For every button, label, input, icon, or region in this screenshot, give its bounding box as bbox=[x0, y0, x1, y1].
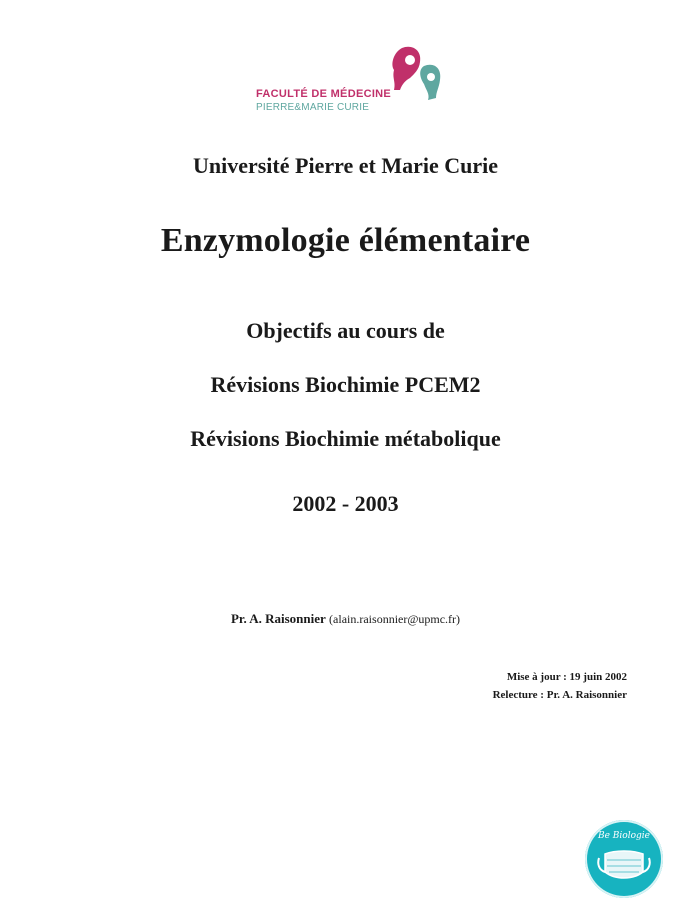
review-credit: Relecture : Pr. A. Raisonnier bbox=[492, 689, 627, 701]
university-name: Université Pierre et Marie Curie bbox=[192, 153, 498, 178]
subtitle-line-3: Révisions Biochimie métabolique bbox=[190, 426, 501, 451]
subtitle-line-2: Révisions Biochimie PCEM2 bbox=[210, 372, 481, 397]
badge-text: Be Biologie bbox=[598, 831, 650, 841]
author-line bbox=[0, 611, 691, 627]
academic-year: 2002 - 2003 bbox=[292, 491, 399, 516]
watermark-badge bbox=[585, 820, 663, 898]
document-title: Enzymologie élémentaire bbox=[160, 222, 531, 259]
logo-line-university: PIERRE&MARIE CURIE bbox=[256, 102, 370, 113]
logo-line-faculty: FACULTÉ DE MÉDECINE bbox=[256, 88, 392, 100]
subtitle-line-1: Objectifs au cours de bbox=[246, 318, 445, 343]
faculty-logo bbox=[252, 44, 462, 120]
faculty-portrait-icon bbox=[384, 44, 454, 108]
author-name: Pr. A. Raisonnier bbox=[230, 611, 326, 626]
update-date: Mise à jour : 19 juin 2002 bbox=[506, 671, 627, 683]
face-mask-icon bbox=[595, 848, 653, 882]
author-email: (alain.raisonnier@upmc.fr) bbox=[329, 612, 461, 626]
